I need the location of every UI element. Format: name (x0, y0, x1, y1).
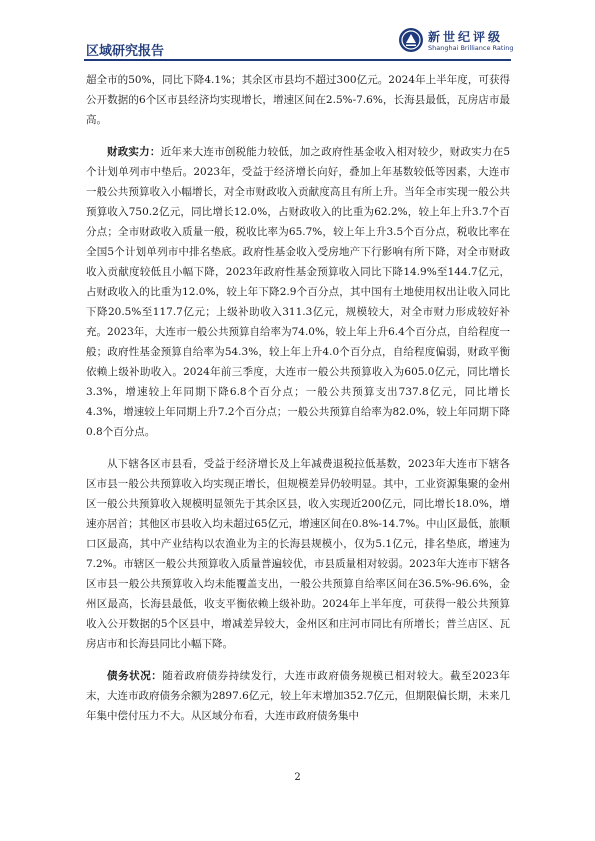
fiscal-strength-heading: 财政实力： (107, 146, 161, 158)
paragraph-district-fiscal: 从下辖各区市县看，受益于经济增长及上年减费退税拉低基数，2023年大连市下辖各区市县一般公共预算收入均实现正增长，但规模差异仍较明显。其中，工业资源集聚的金州区一般公共预算收入规模明显领先于其余区县，收入实现近200亿元，同比增长18.0%，增速亦居首；其他区市县收入均未超过65亿元，增速区间在0.8%-14.7%。中山区最低，旅顺口区最高，其中产业结构以农渔业为主的长海县规模小，仅为5.1亿元，排名垫底，增速为7.2%。市辖区一般公共预算收入质量普遍较优，市县质量相对较弱。2023年大连市下辖各区市县一般公共预算收入均未能覆盖支出，一般公共预算自给率区间在36.5%-96.6%，金州区最高，长海县最低，收支平衡依赖上级补助。2024年上半年度，可获得一般公共预算收入公开数据的5个区县中，增减差异较大，金州区和庄河市同比有所增长；普兰店区、瓦房店市和长海县同比小幅下降。 (86, 458, 510, 650)
paragraph-economy-continued: 超全市的50%，同比下降4.1%；其余区市县均不超过300亿元。2024年上半年度，可获得公开数据的6个区市县经济均实现增长，增速区间在2.5%-7.6%，长海县最低，瓦房店市最高。 (86, 74, 510, 126)
header-divider (84, 59, 511, 61)
fiscal-strength-text: 近年来大连市创税能力较低，加之政府性基金收入相对较少，财政实力在5个计划单列市中垫后。2023年，受益于经济增长向好，叠加上年基数较低等因素，大连市一般公共预算收入小幅增长，对全市财政收入贡献度高且有所上升。当年全市实现一般公共预算收入750.2亿元，同比增长12.0%，占财政收入的比重为62.2%，较上年上升3.7个百分点；全市财政收入质量一般，税收比率为65.7%，较上年上升3.5个百分点，税收比率在全国5个计划单列市中排名垫底。政府性基金收入受房地产下行影响有所下降，对全市财政收入贡献度较低且小幅下降，2023年政府性基金预算收入同比下降14.9%至144.7亿元，占财政收入的比重为12.0%，较上年下降2.9个百分点，其中国有土地使用权出让收入同比下降20.5%至117.7亿元；上级补助收入311.3亿元，规模较大，对全市财力形成较好补充。2023年，大连市一般公共预算自给率为74.0%，较上年上升6.4个百分点，自给程度一般；政府性基金预算自给率为54.3%，较上年上升4.0个百分点，自给程度偏弱，财政平衡依赖上级补助收入。2024年前三季度，大连市一般公共预算收入为605.0亿元，同比增长3.3%，增速较上年同期下降6.8个百分点；一般公共预算支出737.8亿元，同比增长4.3%，增速较上年同期上升7.2个百分点；一般公共预算自给率为82.0%，较上年同期下降0.8个百分点。 (86, 146, 510, 438)
debt-status-heading: 债务状况： (107, 670, 163, 682)
paragraph-fiscal-strength (86, 142, 510, 442)
paragraph-debt-status (86, 666, 510, 726)
page-number: 2 (294, 772, 301, 783)
report-header-title: 区域研究报告 (86, 44, 165, 59)
debt-status-text: 随着政府债券持续发行，大连市政府债务规模已相对较大。截至2023年末，大连市政府债务余额为2897.6亿元，较上年末增加352.7亿元，但期限偏长期，未来几年集中偿付压力不大。从区域分布看，大连市政府债务集中 (86, 670, 510, 722)
logo-chinese-name: 新世纪评级 (428, 30, 504, 44)
report-body (86, 70, 510, 726)
brilliance-logo-icon (398, 27, 424, 53)
company-logo (398, 25, 518, 59)
logo-english-name: Shanghai Brilliance Rating (428, 44, 514, 52)
